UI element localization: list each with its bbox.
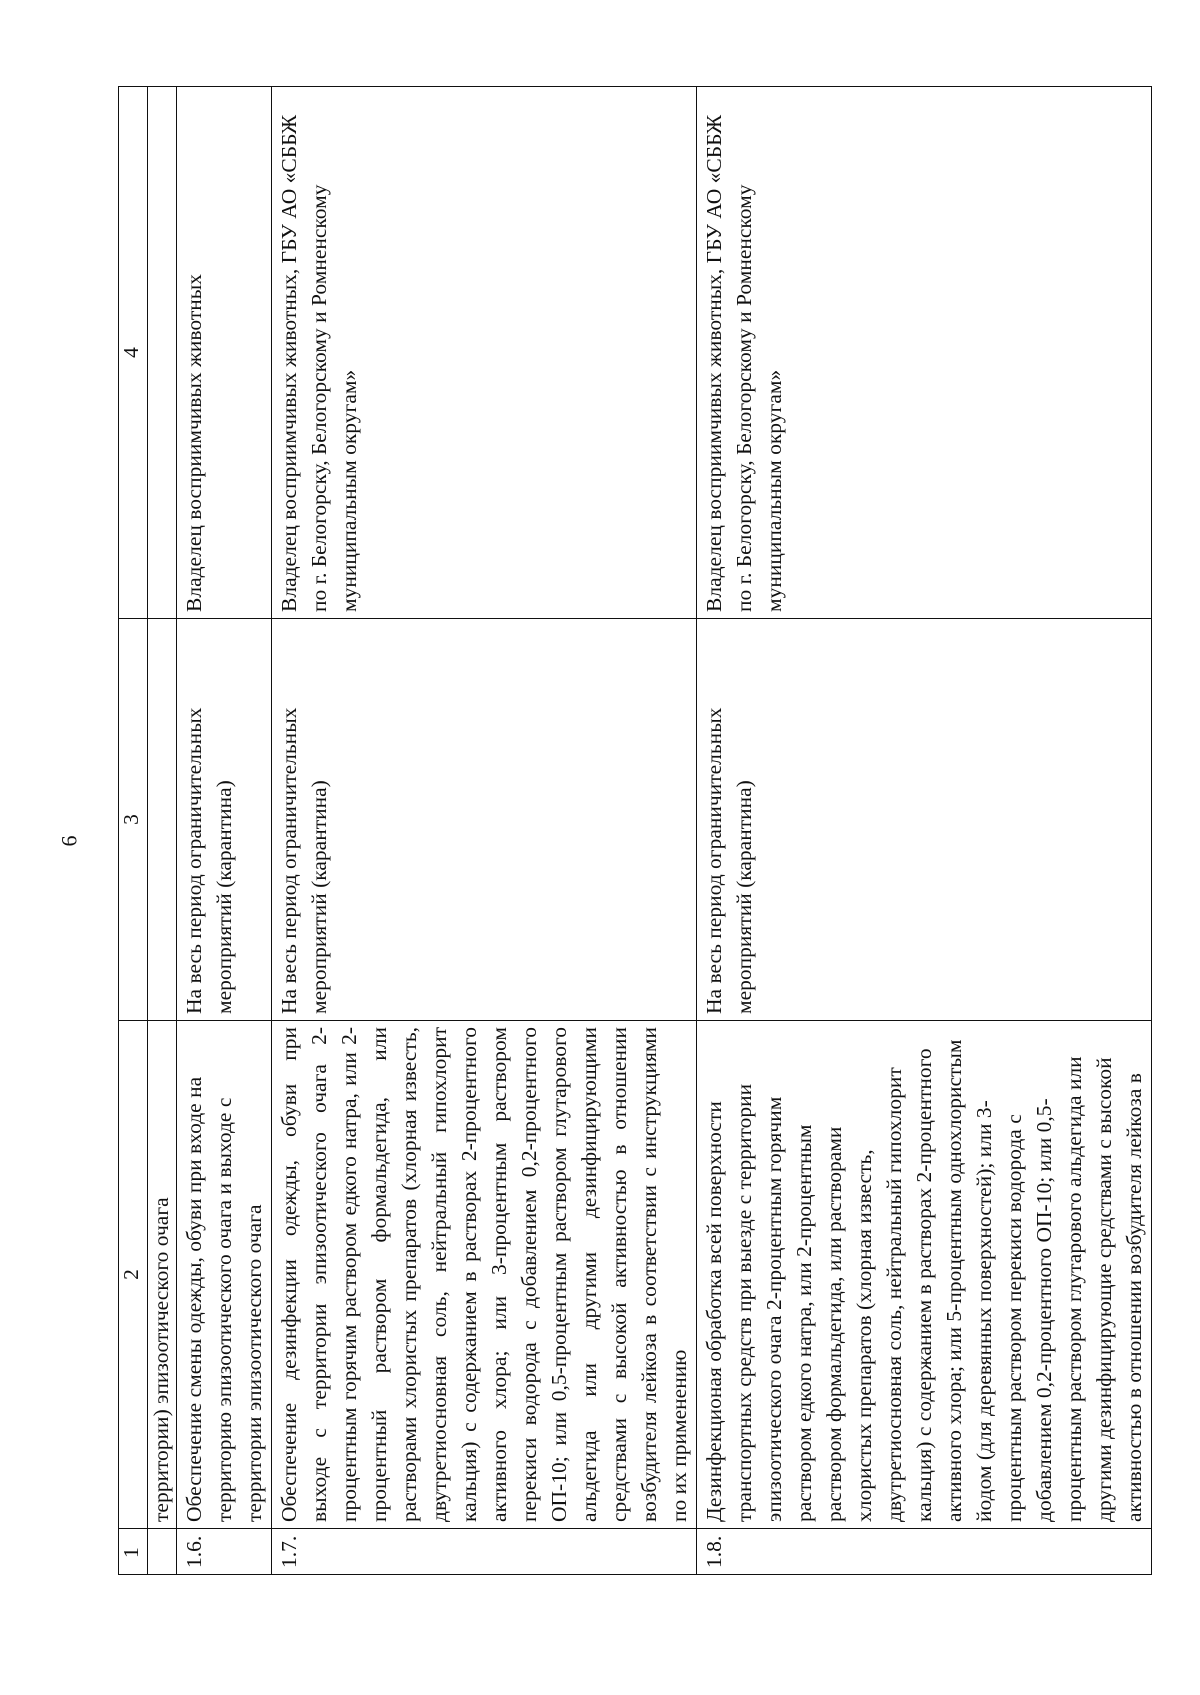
header-cell-3: 3	[119, 619, 148, 1021]
rotated-page	[118, 87, 1146, 1575]
header-cell-1: 1	[119, 1529, 148, 1575]
continuation-num-cell	[148, 1529, 177, 1575]
continuation-empty-4	[148, 87, 177, 619]
row-period: На весь период ограничительных мероприятий (карантина)	[697, 619, 1152, 1021]
row-period: На весь период ограничительных мероприятий (карантина)	[272, 619, 697, 1021]
measures-table	[118, 86, 1152, 1575]
row-responsible: Владелец восприимчивых животных, ГБУ АО «СББЖ по г. Белогорску, Белогорскому и Ромненскому муниципальным округам»	[697, 87, 1152, 619]
continuation-empty-3	[148, 619, 177, 1021]
row-measure: Дезинфекционая обработка всей поверхности транспортных средств при выезде с территории эпизоотического очага 2-процентным горячим раствором едкого натра, или 2-процентным раствором формальдегида, или растворами хлористых препаратов (хлорная известь, двутретиосновная соль, нейтральный гипохлорит кальция) с содержанием в растворах 2-процентного активного хлора; или 5-процентным однохлористым йодом (для деревянных поверхностей); или 3-процентным раствором перекиси водорода с добавлением 0,2-процентного ОП-10; или 0,5-процентным раствором глутарового альдегида или другими дезинфицирующие средствами с высокой активностью в отношении возбудителя лейкоза в	[697, 1021, 1152, 1529]
row-responsible: Владелец восприимчивых животных	[177, 87, 272, 619]
continuation-row	[148, 87, 177, 1575]
header-cell-4: 4	[119, 87, 148, 619]
row-measure: Обеспечение дезинфекции одежды, обуви при выходе с территории эпизоотического очага 2-процентным горячим раствором едкого натра, или 2-процентный раствором формальдегида, или растворами хлористых препаратов (хлорная известь, двутретиосновная соль, нейтральный гипохлорит кальция) с содержанием в растворах 2-процентного активного хлора; или 3-процентным раствором перекиси водорода с добавлением 0,2-процентного ОП-10; или 0,5-процентным раствором глутарового альдегида или другими дезинфицирующими средствами с высокой активностью в отношении возбудителя лейкоза в соответствии с инструкциями по их применению	[272, 1021, 697, 1529]
page-number: 6	[56, 835, 82, 847]
header-cell-2: 2	[119, 1021, 148, 1529]
row-period: На весь период ограничительных мероприятий (карантина)	[177, 619, 272, 1021]
row-number: 1.8.	[697, 1529, 1152, 1575]
table-row	[272, 87, 697, 1575]
row-measure: Обеспечение смены одежды, обуви при входе на территорию эпизоотического очага и выходе с территории эпизоотического очага	[177, 1021, 272, 1529]
table-header-row	[119, 87, 148, 1575]
row-responsible: Владелец восприимчивых животных, ГБУ АО «СББЖ по г. Белогорску, Белогорскому и Ромненскому муниципальным округам»	[272, 87, 697, 619]
table-row	[697, 87, 1152, 1575]
row-number: 1.6.	[177, 1529, 272, 1575]
row-number: 1.7.	[272, 1529, 697, 1575]
continuation-text: территории) эпизоотического очага	[148, 1021, 177, 1529]
table-row	[177, 87, 272, 1575]
